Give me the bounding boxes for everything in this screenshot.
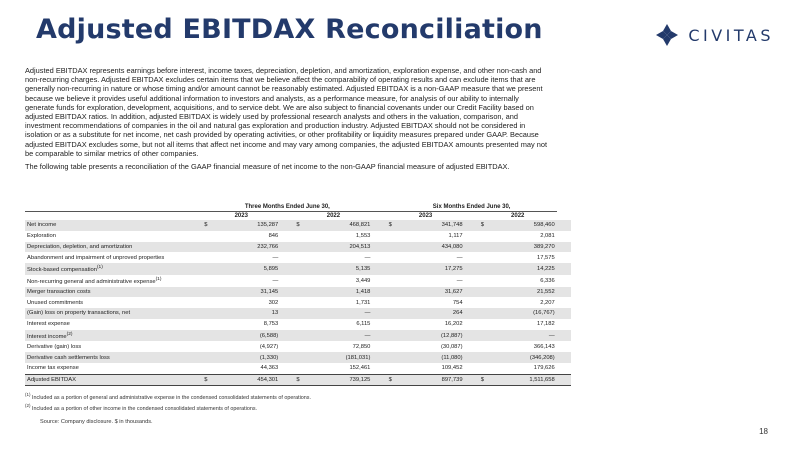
- currency-symbol: [294, 352, 308, 363]
- currency-symbol: [294, 330, 308, 342]
- column-gap: [557, 231, 571, 242]
- table-row: [25, 308, 571, 319]
- value-cell: 204,513: [309, 242, 373, 253]
- row-label-text: Non-recurring general and administrative expense: [27, 278, 156, 285]
- row-label: [25, 330, 202, 342]
- row-label: [25, 231, 202, 242]
- value-cell: 754: [452, 299, 463, 306]
- currency-symbol: [387, 242, 401, 253]
- currency-symbol: [202, 341, 216, 352]
- currency-symbol: [387, 352, 401, 363]
- intro-paragraph-1: Adjusted EBITDAX represents earnings before interest, income taxes, depreciation, depletion, and amortization, exploration expense, and other non-cash and non-recurring charges. Adjusted EBITDAX excludes certain items that we believe affect the comparability of operating results and can exclude items that are generally non-recurring in nature or whose timing and/or amount cannot be reasonably estimated. Adjusted EBITDAX is a non-GAAP measure that we present because we believe it provides useful additional information to investors and analysts, as a performance measure, for analysis of our ability to internally generate funds for exploration, development, acquisitions, and to service debt. We are also subject to financial covenants under our Credit Facility based on adjusted EBITDAX ratios. In addition, adjusted EBITDAX is widely used by professional research analysts and others in the valuation, comparison, and investment recommendations of companies in the oil and natural gas exploration and production industry. Adjusted EBITDAX should not be considered in isolation or as a substitute for net income, net cash provided by operating activities, or other profitability or liquidity measures prepared under GAAP. Because adjusted EBITDAX excludes some, but not all items that affect net income and may vary among companies, the adjusted EBITDAX amounts presented may not be comparable to similar metrics of other companies.: [25, 66, 547, 158]
- currency-symbol: [294, 275, 308, 287]
- column-gap: [557, 252, 571, 263]
- row-label: [25, 263, 202, 275]
- currency-symbol: $: [294, 220, 308, 231]
- value-cell: 1,511,658: [493, 374, 557, 386]
- table-row: [25, 374, 571, 386]
- row-label: [25, 319, 202, 330]
- column-gap: [280, 363, 294, 374]
- intro-text: [25, 66, 550, 175]
- row-label: [25, 363, 202, 374]
- value-cell: 16,202: [444, 321, 463, 328]
- value-cell: 1,553: [355, 233, 371, 240]
- currency-symbol: [479, 341, 493, 352]
- value-cell: 17,575: [536, 254, 555, 261]
- table-row: [25, 319, 571, 330]
- value-cell: —: [272, 254, 279, 261]
- value-cell: (11,080): [401, 352, 465, 363]
- year-header: 2023: [234, 213, 248, 219]
- currency-symbol: [387, 330, 401, 342]
- column-gap: [465, 231, 479, 242]
- value-cell: 6,336: [540, 277, 555, 284]
- column-gap: [557, 297, 571, 308]
- currency-symbol: [202, 363, 216, 374]
- column-gap: [557, 308, 571, 319]
- column-gap: [465, 330, 479, 342]
- value-cell: 454,301: [216, 374, 280, 386]
- value-cell: 17,182: [536, 321, 555, 328]
- value-cell: 2,081: [540, 233, 555, 240]
- table-row: [25, 220, 571, 231]
- value-cell: —: [493, 330, 557, 342]
- year-header: 2022: [326, 213, 341, 219]
- value-cell: 389,270: [493, 242, 557, 253]
- currency-symbol: [479, 308, 493, 319]
- currency-symbol: [294, 231, 308, 242]
- value-cell: 302: [268, 299, 279, 306]
- currency-symbol: [202, 319, 216, 330]
- column-gap: [372, 319, 386, 330]
- value-cell: 6,115: [356, 321, 371, 328]
- currency-symbol: [202, 231, 216, 242]
- row-label: [25, 220, 202, 231]
- footnote-mark: (1): [25, 392, 31, 397]
- column-gap: [465, 287, 479, 298]
- row-label-text: Unused commitments: [27, 299, 84, 306]
- row-label-text: Depreciation, depletion, and amortization: [27, 243, 133, 250]
- value-cell: (4,927): [259, 343, 279, 350]
- column-gap: [372, 252, 386, 263]
- currency-symbol: [479, 252, 493, 263]
- table-row: [25, 352, 571, 363]
- page-title: Adjusted EBITDAX Reconciliation: [36, 14, 543, 45]
- column-gap: [465, 297, 479, 308]
- value-cell: (346,208): [493, 352, 557, 363]
- currency-symbol: $: [479, 374, 493, 386]
- currency-symbol: [479, 363, 493, 374]
- value-cell: 897,739: [401, 374, 465, 386]
- currency-symbol: [387, 341, 401, 352]
- footnote-ref: (1): [96, 265, 103, 271]
- value-cell: —: [456, 254, 463, 261]
- column-gap: [280, 374, 294, 386]
- value-cell: 846: [268, 233, 279, 240]
- currency-symbol: [202, 287, 216, 298]
- currency-symbol: [479, 330, 493, 342]
- row-label-text: Exploration: [27, 233, 57, 240]
- column-gap: [465, 242, 479, 253]
- row-label-text: Abandonment and impairment of unproved properties: [27, 254, 165, 261]
- column-gap: [280, 220, 294, 231]
- currency-symbol: [294, 319, 308, 330]
- logo-text: CIVITAS: [688, 25, 774, 45]
- value-cell: —: [272, 277, 279, 284]
- column-gap: [372, 242, 386, 253]
- value-cell: 44,363: [260, 365, 279, 372]
- column-gap: [372, 263, 386, 275]
- value-cell: 14,225: [493, 263, 557, 275]
- table-row: [25, 297, 571, 308]
- currency-symbol: [387, 308, 401, 319]
- column-gap: [557, 287, 571, 298]
- column-gap: [557, 374, 571, 386]
- currency-symbol: [294, 308, 308, 319]
- column-gap: [465, 220, 479, 231]
- currency-symbol: [479, 242, 493, 253]
- column-gap: [372, 363, 386, 374]
- column-gap: [465, 263, 479, 275]
- row-label-text: Merger transaction costs: [27, 288, 91, 295]
- value-cell: —: [309, 308, 373, 319]
- row-label-text: (Gain) loss on property transactions, net: [27, 310, 131, 317]
- row-label: [25, 297, 202, 308]
- column-gap: [372, 275, 386, 287]
- value-cell: 135,287: [216, 220, 280, 231]
- page-number: 18: [759, 427, 768, 436]
- value-cell: —: [456, 277, 463, 284]
- row-label: [25, 252, 202, 263]
- column-gap: [465, 319, 479, 330]
- currency-symbol: $: [202, 220, 216, 231]
- currency-symbol: $: [294, 374, 308, 386]
- value-cell: 109,452: [441, 365, 463, 372]
- column-gap: [280, 263, 294, 275]
- row-label: [25, 308, 202, 319]
- column-gap: [465, 252, 479, 263]
- column-gap: [372, 330, 386, 342]
- value-cell: 5,135: [309, 263, 373, 275]
- currency-symbol: [202, 330, 216, 342]
- row-label: [25, 275, 202, 287]
- row-label-text: Derivative (gain) loss: [27, 343, 82, 350]
- value-cell: 21,552: [493, 287, 557, 298]
- row-label-text: Interest income: [27, 333, 67, 340]
- intro-paragraph-2: The following table presents a reconciliation of the GAAP financial measure of net income to the non-GAAP financial measure of adjusted EBITDAX.: [25, 162, 510, 172]
- table-row: [25, 263, 571, 275]
- column-gap: [465, 352, 479, 363]
- footnote-2: [25, 403, 257, 412]
- currency-symbol: [202, 275, 216, 287]
- column-gap: [465, 374, 479, 386]
- value-cell: 1,117: [448, 233, 463, 240]
- value-cell: (12,887): [401, 330, 465, 342]
- currency-symbol: [479, 275, 493, 287]
- value-cell: 17,275: [401, 263, 465, 275]
- currency-symbol: [202, 263, 216, 275]
- currency-symbol: [202, 297, 216, 308]
- value-cell: (16,767): [493, 308, 557, 319]
- source-note: Source: Company disclosure. $ in thousands.: [40, 419, 153, 425]
- value-cell: 13: [216, 308, 280, 319]
- column-gap: [557, 263, 571, 275]
- table-group-header-row: [25, 203, 571, 212]
- table-row: [25, 287, 571, 298]
- row-label-text: Derivative cash settlements loss: [27, 354, 110, 361]
- table-row: [25, 252, 571, 263]
- year-header: 2023: [418, 213, 433, 219]
- column-gap: [280, 341, 294, 352]
- currency-symbol: [387, 231, 401, 242]
- table-row: [25, 363, 571, 374]
- currency-symbol: [202, 352, 216, 363]
- column-gap: [280, 330, 294, 342]
- footnote-text: Included as a portion of general and administrative expense in the condensed consolidated statements of operations.: [32, 394, 311, 401]
- currency-symbol: [294, 252, 308, 263]
- row-label-text: Net income: [27, 222, 57, 229]
- value-cell: (1,330): [216, 352, 280, 363]
- value-cell: 1,731: [355, 299, 371, 306]
- currency-symbol: [294, 341, 308, 352]
- currency-symbol: [479, 263, 493, 275]
- civitas-logo-icon: [654, 22, 680, 48]
- column-gap: [280, 297, 294, 308]
- currency-symbol: $: [202, 374, 216, 386]
- row-label-text: Adjusted EBITDAX: [27, 377, 76, 384]
- column-gap: [280, 231, 294, 242]
- value-cell: 264: [401, 308, 465, 319]
- value-cell: 341,748: [401, 220, 465, 231]
- value-cell: 598,460: [493, 220, 557, 231]
- value-cell: —: [364, 254, 371, 261]
- currency-symbol: [387, 319, 401, 330]
- group-header-six-months: Six Months Ended June 30,: [387, 203, 557, 212]
- currency-symbol: [479, 287, 493, 298]
- row-label-text: Interest expense: [27, 321, 70, 328]
- table-row: [25, 242, 571, 253]
- column-gap: [280, 252, 294, 263]
- currency-symbol: $: [387, 220, 401, 231]
- value-cell: (30,087): [440, 343, 463, 350]
- value-cell: 232,766: [216, 242, 280, 253]
- footnote-text: Included as a portion of other income in the condensed consolidated statements of operations.: [32, 405, 258, 412]
- value-cell: 72,850: [352, 343, 371, 350]
- currency-symbol: [479, 297, 493, 308]
- row-label: [25, 352, 202, 363]
- row-label: [25, 341, 202, 352]
- value-cell: 366,143: [533, 343, 555, 350]
- row-label: [25, 374, 202, 386]
- column-gap: [557, 319, 571, 330]
- currency-symbol: [479, 231, 493, 242]
- value-cell: 739,125: [309, 374, 373, 386]
- value-cell: 1,418: [309, 287, 373, 298]
- value-cell: 8,753: [263, 321, 279, 328]
- currency-symbol: [294, 297, 308, 308]
- currency-symbol: $: [479, 220, 493, 231]
- value-cell: 434,080: [401, 242, 465, 253]
- value-cell: 31,145: [216, 287, 280, 298]
- row-label: [25, 242, 202, 253]
- currency-symbol: [387, 263, 401, 275]
- table-row: [25, 231, 571, 242]
- column-gap: [372, 308, 386, 319]
- currency-symbol: [294, 263, 308, 275]
- currency-symbol: [202, 252, 216, 263]
- value-cell: 179,626: [533, 365, 555, 372]
- column-gap: [372, 352, 386, 363]
- currency-symbol: [387, 275, 401, 287]
- currency-symbol: [387, 287, 401, 298]
- footnote-ref: (2): [66, 331, 73, 337]
- column-gap: [372, 231, 386, 242]
- column-gap: [280, 352, 294, 363]
- currency-symbol: [387, 252, 401, 263]
- footnote-ref: (1): [155, 276, 162, 282]
- value-cell: 152,461: [349, 365, 371, 372]
- value-cell: 2,207: [540, 299, 555, 306]
- column-gap: [372, 341, 386, 352]
- column-gap: [557, 341, 571, 352]
- currency-symbol: [202, 242, 216, 253]
- currency-symbol: [294, 242, 308, 253]
- year-header: 2022: [511, 213, 525, 219]
- column-gap: [557, 242, 571, 253]
- reconciliation-table: [25, 203, 571, 386]
- company-logo: [654, 22, 774, 48]
- column-gap: [280, 287, 294, 298]
- currency-symbol: [479, 319, 493, 330]
- row-label: [25, 287, 202, 298]
- currency-symbol: [479, 352, 493, 363]
- column-gap: [465, 363, 479, 374]
- column-gap: [280, 319, 294, 330]
- table-row: [25, 341, 571, 352]
- column-gap: [372, 220, 386, 231]
- table-row: [25, 275, 571, 287]
- group-header-three-months: Three Months Ended June 30,: [202, 203, 372, 212]
- footnote-1: [25, 392, 311, 401]
- value-cell: (181,031): [309, 352, 373, 363]
- footnote-mark: (2): [25, 403, 31, 408]
- column-gap: [465, 275, 479, 287]
- currency-symbol: [387, 297, 401, 308]
- column-gap: [557, 363, 571, 374]
- value-cell: 31,627: [401, 287, 465, 298]
- table-year-header-row: [25, 212, 571, 221]
- column-gap: [372, 297, 386, 308]
- column-gap: [557, 352, 571, 363]
- column-gap: [557, 330, 571, 342]
- column-gap: [557, 275, 571, 287]
- column-gap: [280, 275, 294, 287]
- currency-symbol: [387, 363, 401, 374]
- value-cell: (6,588): [216, 330, 280, 342]
- row-label-text: Stock-based compensation: [27, 266, 97, 273]
- column-gap: [372, 374, 386, 386]
- column-gap: [280, 242, 294, 253]
- value-cell: —: [309, 330, 373, 342]
- currency-symbol: [294, 363, 308, 374]
- column-gap: [465, 341, 479, 352]
- currency-symbol: [294, 287, 308, 298]
- reconciliation-table-container: [25, 203, 571, 386]
- column-gap: [372, 287, 386, 298]
- table-row: [25, 330, 571, 342]
- column-gap: [280, 308, 294, 319]
- value-cell: 5,895: [216, 263, 280, 275]
- value-cell: 468,821: [309, 220, 373, 231]
- row-label-text: Income tax expense: [27, 365, 79, 372]
- value-cell: 3,449: [355, 277, 371, 284]
- currency-symbol: [202, 308, 216, 319]
- currency-symbol: $: [387, 374, 401, 386]
- column-gap: [465, 308, 479, 319]
- column-gap: [557, 220, 571, 231]
